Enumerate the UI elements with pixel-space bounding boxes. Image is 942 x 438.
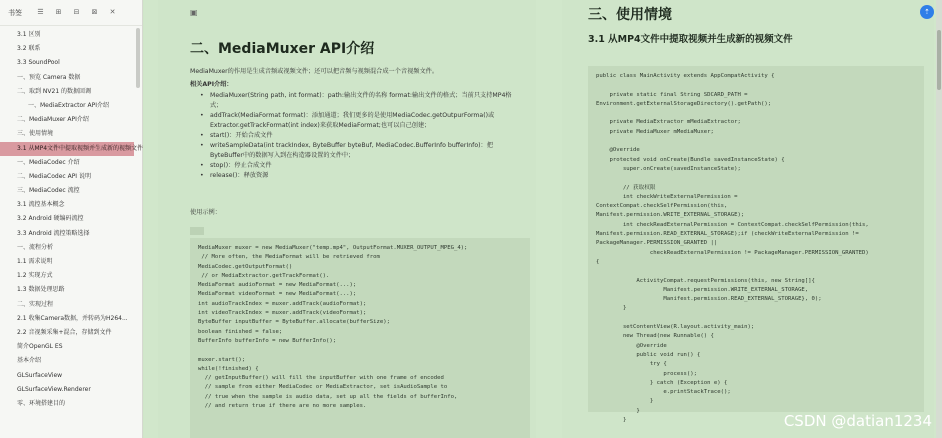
bookmark-item[interactable]: GLSurfaceView.Renderer <box>17 385 91 393</box>
api-item: • MediaMuxer(String path, int format)：path:输出文件的名称 format:输出文件的格式；当前只支持MP4格式； <box>200 91 512 111</box>
scrollbar-thumb[interactable] <box>937 30 941 90</box>
bookmark-item[interactable]: 3.3 SoundPool <box>17 59 60 67</box>
bookmark-item[interactable]: 三、MediaCodec 流控 <box>17 187 80 195</box>
api-list <box>200 91 512 181</box>
code-block-main-activity: public class MainActivity extends AppCompatActivity { private static final String SDCARD_PATH = Environment.getExternalStorageDirectory().getPath(); private MediaExtractor mMediaExtractor; private MediaMuxer mMediaMuxer; @Override protected void onCreate(Bundle savedInstanceState) { super.onCreate(savedInstanceState); // 获取权限 int checkWriteExternalPermission = ContextCompat.checkSelfPermission(this, Manifest.permission.WRITE_EXTERNAL_STORAGE); int checkReadExternalPermission = ContextCompat.checkSelfPermission(this, Manifest.permission.READ_EXTERNAL_STORAGE);if (checkWriteExternalPermission != PackageManager.PERMISSION_GRANTED || checkReadExternalPermission != PackageManager.PERMISSION_GRANTED) { ActivityCompat.requestPermissions(this, new String[]{ Manifest.permission.WRITE_EXTERNAL_STORAGE, Manifest.permission.READ_EXTERNAL_STORAGE}, 0); } setContentView(R.layout.activity_main); new Thread(new Runnable() { @Override public void run() { try { process(); } catch (Exception e) { e.printStackTrace(); } } } <box>588 66 924 412</box>
bookmark-item[interactable]: 1.3 数据处理思路 <box>17 286 65 294</box>
api-item: • start()：开始合成文件 <box>200 131 512 141</box>
bookmark-item[interactable]: 简介OpenGL ES <box>17 343 63 351</box>
code-language-tag <box>190 227 204 235</box>
bookmark-item[interactable]: 1.2 实现方式 <box>17 272 53 280</box>
scroll-top-button[interactable]: ⇡ <box>920 5 934 19</box>
sidebar-header <box>0 0 142 26</box>
bookmark-item[interactable]: 3.2 Android 硬编码流控 <box>17 215 84 223</box>
code-block-usage: MediaMuxer muxer = new MediaMuxer("temp.mp4", OutputFormat.MUXER_OUTPUT_MPEG_4); // More often, the MediaFormat will be retrieved from MediaCodec.getOutputFormat() // or MediaExtractor.getTrackFormat(). MediaFormat audioFormat = new MediaFormat(...); MediaFormat videoFormat = new MediaFormat(...); int audioTrackIndex = muxer.addTrack(audioFormat); int videoTrackIndex = muxer.addTrack(videoFormat); ByteBuffer inputBuffer = ByteBuffer.allocate(bufferSize); boolean finished = false; BufferInfo bufferInfo = new BufferInfo(); muxer.start(); while(!finished) { // getInputBuffer() will fill the inputBuffer with one frame of encoded // sample from either MediaCodec or MediaExtractor, set isAudioSample to // true when the sample is audio data, set up all the fields of bufferInfo, // and return true if there are no more samples. <box>190 238 530 438</box>
add-bookmark-icon[interactable]: ⊞ <box>55 8 62 16</box>
section-heading: 二、MediaMuxer API介绍 <box>190 41 375 57</box>
api-title: 相关API介绍： <box>190 81 233 88</box>
subsection-heading: 3.1 从MP4文件中提取视频并生成新的视频文件 <box>588 34 793 45</box>
bookmark-item[interactable]: 3.2 联系 <box>17 45 41 53</box>
bookmark-sidebar <box>0 0 143 438</box>
bookmark-item[interactable]: 一、MediaCodec 介绍 <box>17 158 80 166</box>
bookmark-item[interactable]: 一、预览 Camera 数据 <box>17 73 81 81</box>
bookmark-item[interactable]: 零、环境搭建目的 <box>17 399 66 407</box>
broken-image-icon: ▣ <box>190 8 198 17</box>
api-item: • addTrack(MediaFormat format)：添加通道；我们更多的是使用MediaCodec.getOutpurForma()或Extractor.getTrackFormat(int index)来获取MediaFormat;也可以自己创建； <box>200 111 512 131</box>
close-sidebar-icon[interactable]: ✕ <box>109 8 116 16</box>
api-item: • writeSampleData(int trackIndex, ByteBuffer byteBuf, MediaCodec.BufferInfo bufferInfo)：把ByteBuffer中的数据写入到在构造器设置的文件中； <box>200 141 512 161</box>
expand-all-icon[interactable]: ☰ <box>37 8 44 16</box>
sidebar-title: 书签 <box>8 8 22 17</box>
section-heading-usage: 三、使用情境 <box>588 7 672 23</box>
watermark: CSDN @datian1234 <box>783 412 932 430</box>
bookmark-icon[interactable]: ⊠ <box>91 8 98 16</box>
collapse-icon[interactable]: ⊟ <box>73 8 80 16</box>
bookmark-item[interactable]: 1.1 需求说明 <box>17 258 53 265</box>
bookmark-item[interactable]: GLSurfaceView <box>17 371 63 379</box>
bookmark-item[interactable]: 2.1 收集Camera数据，并转码为H264... <box>17 314 128 322</box>
bookmark-item[interactable]: 二、MediaMuxer API介绍 <box>17 116 89 124</box>
api-item: • stop()：停止合成文件 <box>200 161 512 171</box>
right-page <box>562 0 934 438</box>
bookmark-item[interactable]: 三、使用情境 <box>17 130 54 138</box>
bookmark-item[interactable]: 基本介绍 <box>17 357 42 365</box>
bookmark-item[interactable]: 3.1 区别 <box>17 31 41 38</box>
bookmark-item[interactable]: 二、MediaCodec API 说明 <box>17 172 91 180</box>
bookmark-item[interactable]: 3.3 Android 流控策略选择 <box>17 229 90 237</box>
document-view <box>144 0 942 438</box>
bookmark-item[interactable]: 3.1 流控基本概念 <box>17 201 65 209</box>
sidebar-scrollbar[interactable] <box>136 28 140 88</box>
bookmark-item[interactable]: 3.1 从MP4文件中提取视频并生成新的视频文件 <box>0 142 134 156</box>
intro-text: MediaMuxer的作用是生成音频或视频文件；还可以把音频与视频混合成一个音视频文件。 <box>190 68 439 75</box>
bookmark-item[interactable]: 2.2 音视频采集+混合，存储到文件 <box>17 328 112 336</box>
api-item: • release()：释放资源 <box>200 171 512 181</box>
bookmark-item[interactable]: 一、MediaExtractor API介绍 <box>28 101 110 109</box>
usage-title: 使用示例： <box>190 209 221 216</box>
bookmark-item[interactable]: 二、实现过程 <box>17 300 54 308</box>
bookmark-item[interactable]: 一、流程分析 <box>17 243 54 251</box>
bookmark-list <box>0 28 144 411</box>
left-page <box>158 0 536 438</box>
page-scrollbar[interactable] <box>936 0 942 438</box>
bookmark-item[interactable]: 二、取到 NV21 的数据回调 <box>17 87 92 95</box>
